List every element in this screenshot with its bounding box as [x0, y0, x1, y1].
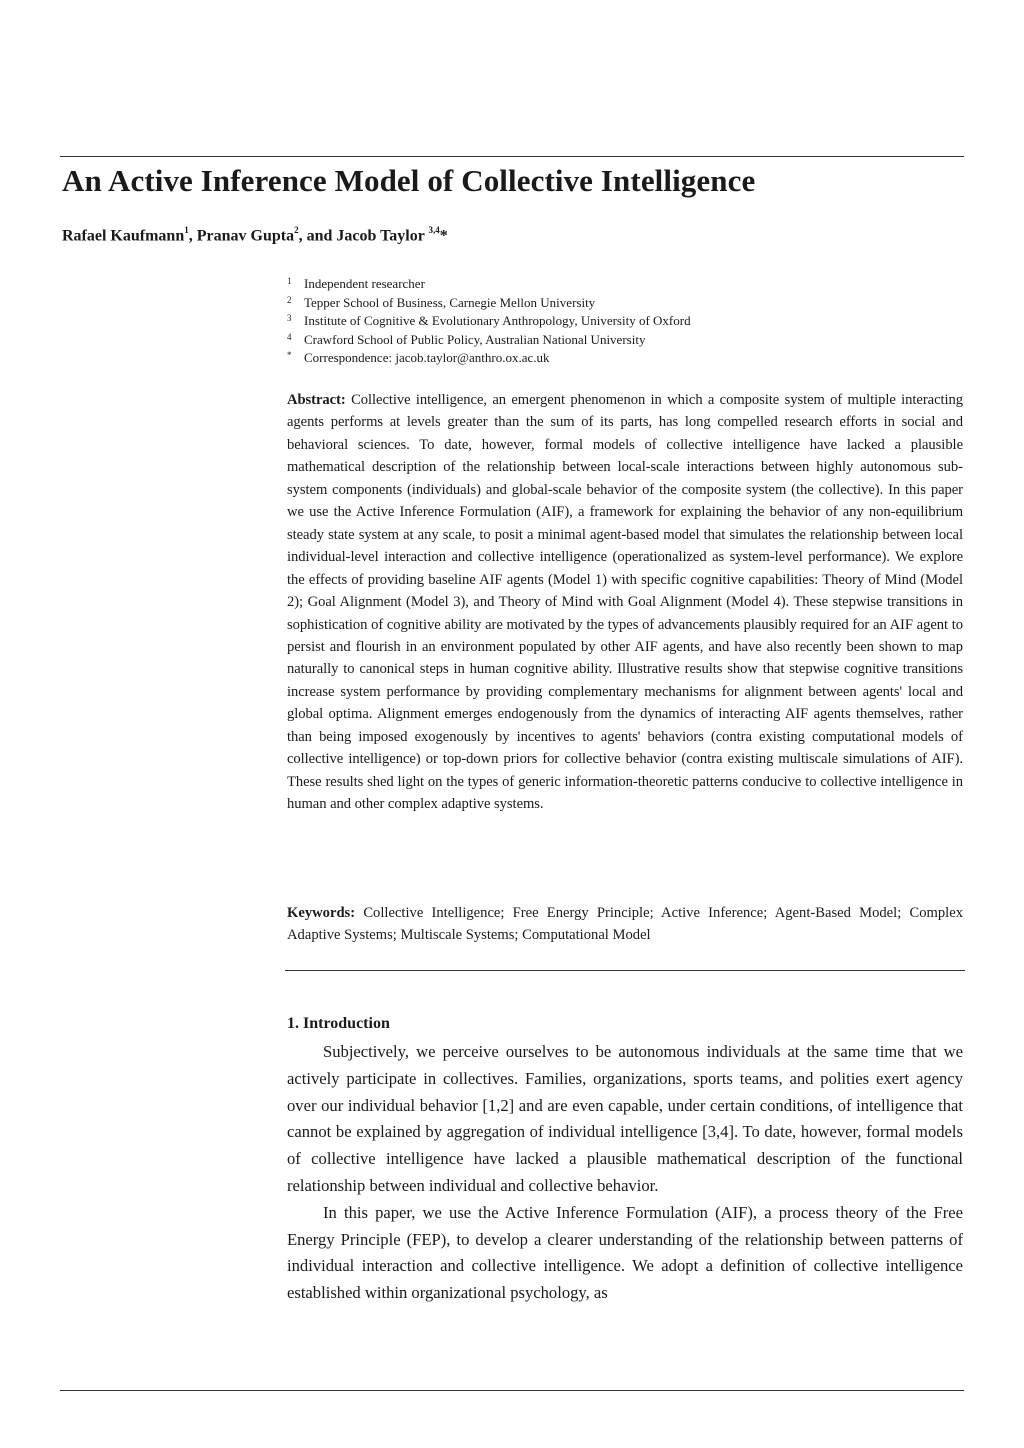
- author-name: Rafael Kaufmann: [62, 227, 185, 245]
- paper-title: An Active Inference Model of Collective Intelligence: [62, 163, 756, 198]
- affiliation-item: [287, 331, 967, 350]
- affiliation-list: [287, 275, 967, 368]
- section-heading-introduction: 1. Introduction: [287, 1015, 390, 1032]
- affiliation-item: [287, 312, 967, 331]
- author-name: Jacob Taylor: [336, 227, 429, 245]
- abstract-text: Collective intelligence, an emergent phenomenon in which a composite system of multiple interacting agents performs at levels greater than the sum of its parts, has long compelled research efforts in social and behavioral sciences. To date, however, formal models of collective intelligence have lacked a plausible mathematical description of the relationship between local-scale interactions between highly autonomous sub-system components (individuals) and global-scale behavior of the composite system (the collective). In this paper we use the Active Inference Formulation (AIF), a framework for explaining the behavior of any non-equilibrium steady state system at any scale, to posit a minimal agent-based model that simulates the relationship between local individual-level interaction and collective intelligence (operationalized as system-level performance). We explore the effects of providing baseline AIF agents (Model 1) with specific cognitive capabilities: Theory of Mind (Model 2); Goal Alignment (Model 3), and Theory of Mind with Goal Alignment (Model 4). These stepwise transitions in sophistication of cognitive ability are motivated by the types of advancements plausibly required for an AIF agent to persist and flourish in an environment populated by other AIF agents, and have also recently been shown to map naturally to canonical steps in human cognitive ability. Illustrative results show that stepwise cognitive transitions increase system performance by providing complementary mechanisms for alignment between agents' local and global optima. Alignment emerges endogenously from the dynamics of interacting AIF agents themselves, rather than being imposed exogenously by incentives to agents' behaviors (contra existing computational models of collective intelligence) or top-down priors for collective behavior (contra existing multiscale simulations of AIF). These results shed light on the types of generic information-theoretic patterns conducive to collective intelligence in human and other complex adaptive systems.: [287, 392, 964, 813]
- body-paragraph: In this paper, we use the Active Inference Formulation (AIF), a process theory of the Free Energy Principle (FEP), to develop a clearer understanding of the relationship between patterns of individual interaction and collective intelligence. We adopt a definition of collective intelligence established within organizational psychology, as: [287, 1202, 963, 1303]
- affiliation-number: 4: [287, 331, 292, 342]
- keywords-text: Collective Intelligence; Free Energy Principle; Active Inference; Agent-Based Model; Complex Adaptive Systems; Multiscale Systems; Computational Model: [287, 905, 963, 944]
- author-list: [62, 220, 962, 247]
- affiliation-text: Correspondence: jacob.taylor@anthro.ox.ac.uk: [304, 350, 550, 366]
- keywords-label: Keywords:: [287, 905, 356, 921]
- author-affiliation-marker: 3,4: [428, 225, 440, 235]
- affiliation-text: Independent researcher: [304, 276, 425, 291]
- affiliation-number: 3: [287, 313, 292, 324]
- abstract-divider: [285, 970, 965, 971]
- affiliation-number: 1: [287, 276, 292, 286]
- abstract: [287, 389, 963, 816]
- affiliation-item: [287, 275, 967, 294]
- author-affiliation-marker: 2: [294, 225, 299, 235]
- affiliation-item: [287, 349, 967, 368]
- affiliation-text: Crawford School of Public Policy, Australian National University: [304, 331, 646, 347]
- author-separator: ,: [188, 227, 197, 245]
- author-affiliation-marker: 1: [184, 225, 189, 235]
- author-separator: *: [439, 227, 448, 245]
- introduction-body: [287, 1039, 963, 1307]
- affiliation-number: *: [287, 350, 292, 361]
- author-name: Pranav Gupta: [196, 227, 295, 245]
- affiliation-number: 2: [287, 294, 292, 305]
- affiliation-item: [287, 294, 967, 313]
- abstract-label: Abstract:: [287, 392, 346, 408]
- affiliation-text: Institute of Cognitive & Evolutionary Anthropology, University of Oxford: [304, 313, 691, 329]
- footer-rule: [60, 1390, 964, 1391]
- body-paragraph: Subjectively, we perceive ourselves to be autonomous individuals at the same time that we actively participate in collectives. Families, organizations, sports teams, and polities exert agency over our individual behavior [1,2] and are even capable, under certain conditions, of intelligence that cannot be explained by aggregation of individual intelligence [3,4]. To date, however, formal models of collective intelligence have lacked a plausible mathematical description of the functional relationship between individual and collective behavior.: [287, 1042, 963, 1195]
- keywords: [287, 902, 963, 947]
- affiliation-text: Tepper School of Business, Carnegie Mellon University: [304, 294, 596, 310]
- author-separator: , and: [298, 227, 337, 245]
- header-rule: [60, 156, 964, 157]
